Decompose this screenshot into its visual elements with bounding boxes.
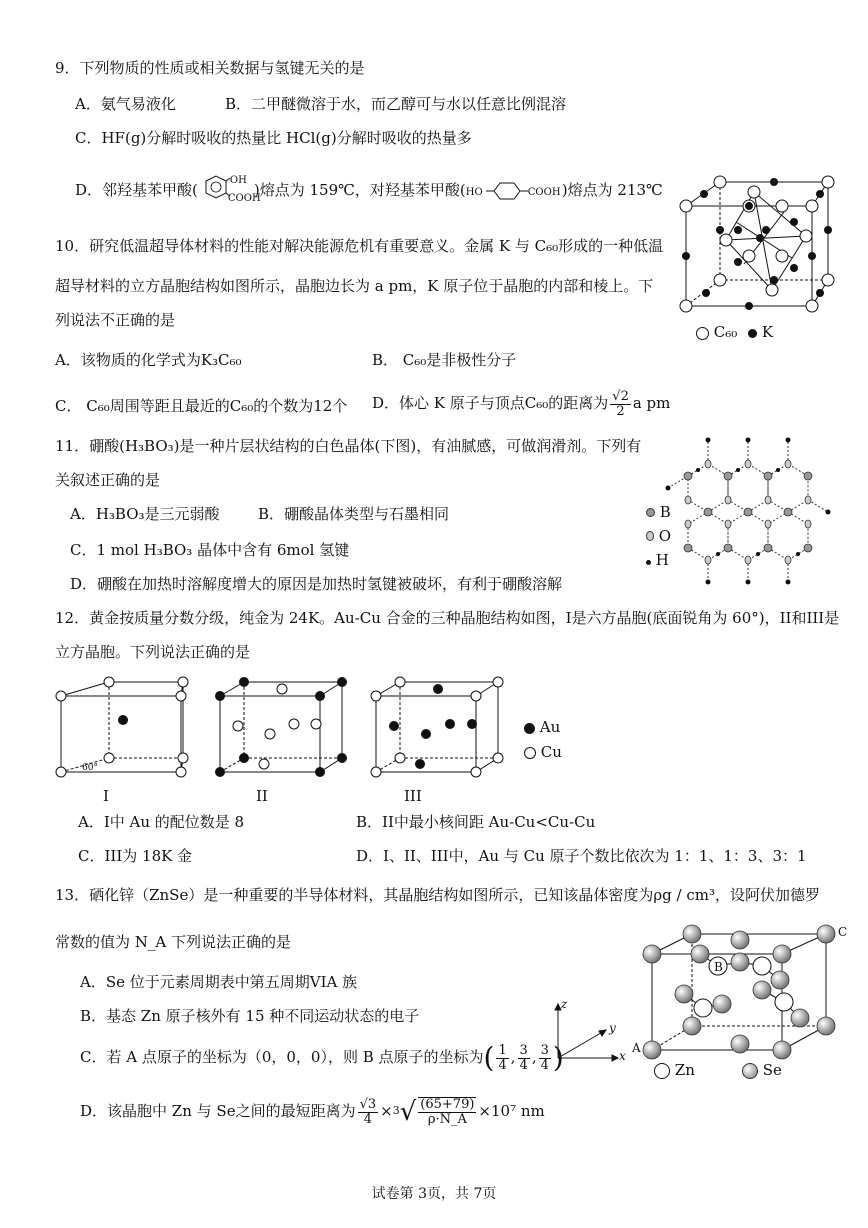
q10-stem-line2: 超导材料的立方晶胞结构如图所示，晶胞边长为 a pm，K 原子位于晶胞的内部和棱上。下	[55, 277, 654, 295]
q10-stem-line1: 10．研究低温超导体材料的性能对解决能源危机有重要意义。金属 K 与 C₆₀形成的一种低温	[55, 237, 664, 255]
q10-option-d: D．体心 K 原子与顶点C₆₀的距离为 $\frac{√2}{2}$ a pm	[372, 388, 671, 419]
q9-option-c: C．HF(g)分解时吸收的热量比 HCl(g)分解时吸收的热量多	[75, 129, 472, 147]
q12-option-c: C．III为 18K 金	[78, 847, 193, 865]
q10-legend: C₆₀ K	[696, 323, 773, 341]
q11-stem-line2: 关叙述正确的是	[55, 471, 161, 489]
q11-option-d: D．硼酸在加热时溶解度增大的原因是加热时氢键被破坏，有利于硼酸溶解	[70, 575, 563, 593]
q12-option-a: A．I中 Au 的配位数是 8	[78, 813, 245, 831]
q11-legend-b: B	[646, 503, 671, 521]
q13-point-b-label: B	[714, 960, 723, 974]
q12-cell-iii	[368, 676, 508, 776]
q13-option-b: B．基态 Zn 原子核外有 15 种不同运动状态的电子	[80, 1007, 420, 1025]
q13-legend-zn: Zn	[654, 1061, 695, 1079]
q11-boric-acid-diagram	[648, 436, 838, 586]
q13-axis-z-label: z	[561, 997, 568, 1011]
q11-legend-h: H	[646, 551, 669, 569]
q9-option-d: D．邻羟基苯甲酸( OH COOH )熔点为 159℃，对羟基苯甲酸( HO COOH )熔点为 213℃	[75, 175, 663, 204]
q12-option-d: D．I、II、III中，Au 与 Cu 原子个数比依次为 1：1、1：3、3：1	[356, 847, 807, 865]
q13-axis-y-label: y	[609, 1021, 616, 1035]
q10-option-b: B． C₆₀是非极性分子	[372, 351, 517, 369]
q11-option-b: B．硼酸晶体类型与石墨相同	[258, 505, 450, 523]
q13-stem-line1: 13．硒化锌（ZnSe）是一种重要的半导体材料，其晶胞结构如图所示，已知该晶体密度为ρg / cm³，设阿伏加德罗	[55, 886, 820, 904]
q10-option-a: A．该物质的化学式为K₃C₆₀	[55, 351, 242, 369]
q13-axis-x-label: x	[619, 1049, 626, 1063]
para-hydroxybenzoic-structure: HO COOH	[466, 181, 562, 201]
q11-option-c: C．1 mol H₃BO₃ 晶体中含有 6mol 氢键	[70, 541, 350, 559]
q12-cell-i	[55, 676, 195, 776]
q13-stem-line2: 常数的值为 N_A 下列说法正确的是	[55, 933, 291, 951]
q12-label-iii: III	[404, 787, 422, 805]
page-footer: 试卷第 3页，共 7页	[371, 1186, 497, 1202]
q13-option-c: C．若 A 点原子的坐标为（0，0，0），则 B 点原子的坐标为( $\frac{1}{4}$ , $\frac{3}{4}$ , $\frac{3}{4}$ )	[80, 1041, 564, 1074]
q12-angle-label: 60°	[82, 763, 98, 773]
q10-crystal-diagram	[676, 172, 846, 322]
q11-option-a: A．H₃BO₃是三元弱酸	[70, 505, 220, 523]
q12-cell-ii	[212, 676, 352, 776]
q11-legend-o: O	[646, 527, 671, 545]
q12-legend-cu: Cu	[524, 743, 562, 761]
ortho-hydroxybenzoic-structure: OH COOH	[198, 181, 254, 201]
q12-label-ii: II	[256, 787, 268, 805]
q13-option-d: D．该晶胞中 Zn 与 Se之间的最短距离为 $\frac{√3}{4}$ ×$^3$√ $\frac{(65+79)}{\rho\cdot N\_A}$ ×10⁷ nm	[80, 1096, 545, 1127]
q13-point-c-label: C	[838, 925, 848, 939]
q13-point-a-label: A	[632, 1041, 641, 1055]
q12-label-i: I	[103, 787, 109, 805]
q10-option-c: C． C₆₀周围等距且最近的C₆₀的个数为12个	[55, 397, 348, 415]
q13-znse-diagram	[548, 918, 858, 1078]
q13-legend-se: Se	[742, 1061, 782, 1079]
q13-option-a: A．Se 位于元素周期表中第五周期VIA 族	[80, 973, 358, 991]
q12-stem-line1: 12．黄金按质量分数分级，纯金为 24K。Au-Cu 合金的三种晶胞结构如图，I是六方晶胞(底面锐角为 60°)，II和III是	[55, 609, 840, 627]
q9-option-a: A．氨气易液化	[75, 95, 176, 113]
q12-legend-au: Au	[524, 718, 560, 736]
q12-stem-line2: 立方晶胞。下列说法正确的是	[55, 643, 251, 661]
q9-option-b: B．二甲醚微溶于水，而乙醇可与水以任意比例混溶	[225, 95, 567, 113]
q11-stem-line1: 11．硼酸(H₃BO₃)是一种片层状结构的白色晶体(下图)，有油腻感，可做润滑剂。下列有	[55, 437, 642, 455]
q12-option-b: B．II中最小核间距 Au-Cu<Cu-Cu	[356, 813, 596, 831]
q10-stem-line3: 列说法不正确的是	[55, 311, 176, 329]
q9-stem: 9．下列物质的性质或相关数据与氢键无关的是	[55, 59, 365, 77]
